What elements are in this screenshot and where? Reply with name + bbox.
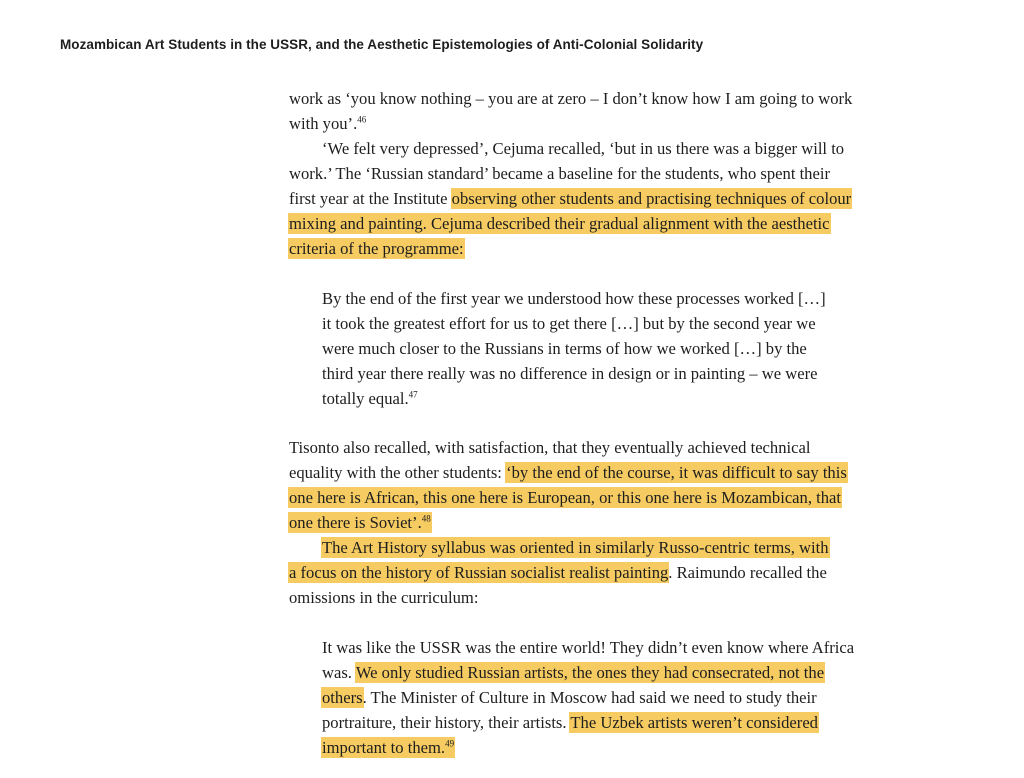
paragraph-4 — [289, 535, 829, 610]
text: equality with the other students: — [289, 463, 507, 482]
text-line — [322, 685, 854, 710]
text-line — [289, 161, 851, 186]
highlight[interactable]: one here is African, this one here is European, or this one here is Mozambican, that — [289, 488, 842, 507]
text-line — [322, 710, 854, 735]
footnote-ref[interactable]: 46 — [357, 114, 367, 125]
paragraph-3 — [289, 435, 847, 535]
text-line — [322, 311, 826, 336]
text-line — [289, 585, 829, 610]
highlight[interactable]: observing other students and practising techniques of colour — [451, 189, 852, 208]
highlight[interactable]: one there is Soviet’.$^{48}$ — [289, 513, 431, 532]
text-line — [289, 186, 851, 211]
text: work as ‘you know nothing – you are at zero – I don’t know how I am going to work — [289, 89, 853, 108]
highlight[interactable]: The Uzbek artists weren’t considered — [570, 713, 818, 732]
text: totally equal. — [322, 389, 409, 408]
text-line — [322, 386, 826, 411]
text: By the end of the first year we understood how these processes worked […] — [322, 289, 826, 308]
text: it took the greatest effort for us to get there […] but by the second year we — [322, 314, 816, 333]
text: omissions in the curriculum: — [289, 588, 479, 607]
text-line — [289, 460, 847, 485]
paragraph-2 — [289, 136, 851, 261]
footnote-ref[interactable]: 48 — [421, 513, 431, 524]
highlight[interactable]: ‘by the end of the course, it was difficult to say this — [506, 463, 847, 482]
text: were much closer to the Russians in terms of how we worked […] by the — [322, 339, 807, 358]
text-line — [322, 361, 826, 386]
highlight[interactable]: important to them.$^{49}$ — [322, 738, 455, 757]
block-quote-1 — [322, 286, 826, 411]
text-line — [322, 660, 854, 685]
text: portraiture, their history, their artists. — [322, 713, 571, 732]
text: work.’ The ‘Russian standard’ became a baseline for the students, who spent their — [289, 164, 830, 183]
text: first year at the Institute — [289, 189, 452, 208]
text-line — [289, 86, 852, 111]
text-line — [289, 510, 847, 535]
text: . The Minister of Culture in Moscow had said we need to study their — [362, 688, 817, 707]
text-line — [289, 560, 829, 585]
block-quote-2 — [322, 635, 854, 760]
paragraph-1 — [289, 86, 852, 136]
highlight[interactable]: mixing and painting. Cejuma described their gradual alignment with the aesthetic — [289, 214, 830, 233]
text-line — [322, 336, 826, 361]
text-line — [322, 286, 826, 311]
highlight[interactable]: The Art History syllabus was oriented in similarly Russo-centric terms, with — [322, 538, 829, 557]
text: Tisonto also recalled, with satisfaction, that they eventually achieved technical — [289, 438, 811, 457]
text-line — [322, 635, 854, 660]
highlight[interactable]: a focus on the history of Russian socialist realist painting — [289, 563, 669, 582]
text-line — [289, 236, 851, 261]
text: . Raimundo recalled the — [668, 563, 827, 582]
highlight[interactable]: We only studied Russian artists, the ones they had consecrated, not the — [355, 663, 825, 682]
text-line — [289, 435, 847, 460]
footnote-ref[interactable]: 49 — [445, 738, 455, 749]
text: It was like the USSR was the entire world! They didn’t even know where Africa — [322, 638, 855, 657]
text-line — [289, 136, 851, 161]
text-line — [289, 111, 852, 136]
text: ‘We felt very depressed’, Cejuma recalled, ‘but in us there was a bigger will to — [322, 139, 845, 158]
running-title: Mozambican Art Students in the USSR, and the Aesthetic Epistemologies of Anti-Colonial Solidarity — [60, 37, 704, 52]
text-line — [289, 211, 851, 236]
footnote-ref[interactable]: 47 — [408, 389, 418, 400]
text-line — [289, 485, 847, 510]
highlight[interactable]: criteria of the programme: — [289, 239, 464, 258]
text-line — [322, 735, 854, 760]
text-line — [289, 535, 829, 560]
text: third year there really was no difference in design or in painting – we were — [322, 364, 818, 383]
highlight[interactable]: others — [322, 688, 363, 707]
text: was. — [322, 663, 356, 682]
text: with you’. — [289, 114, 358, 133]
